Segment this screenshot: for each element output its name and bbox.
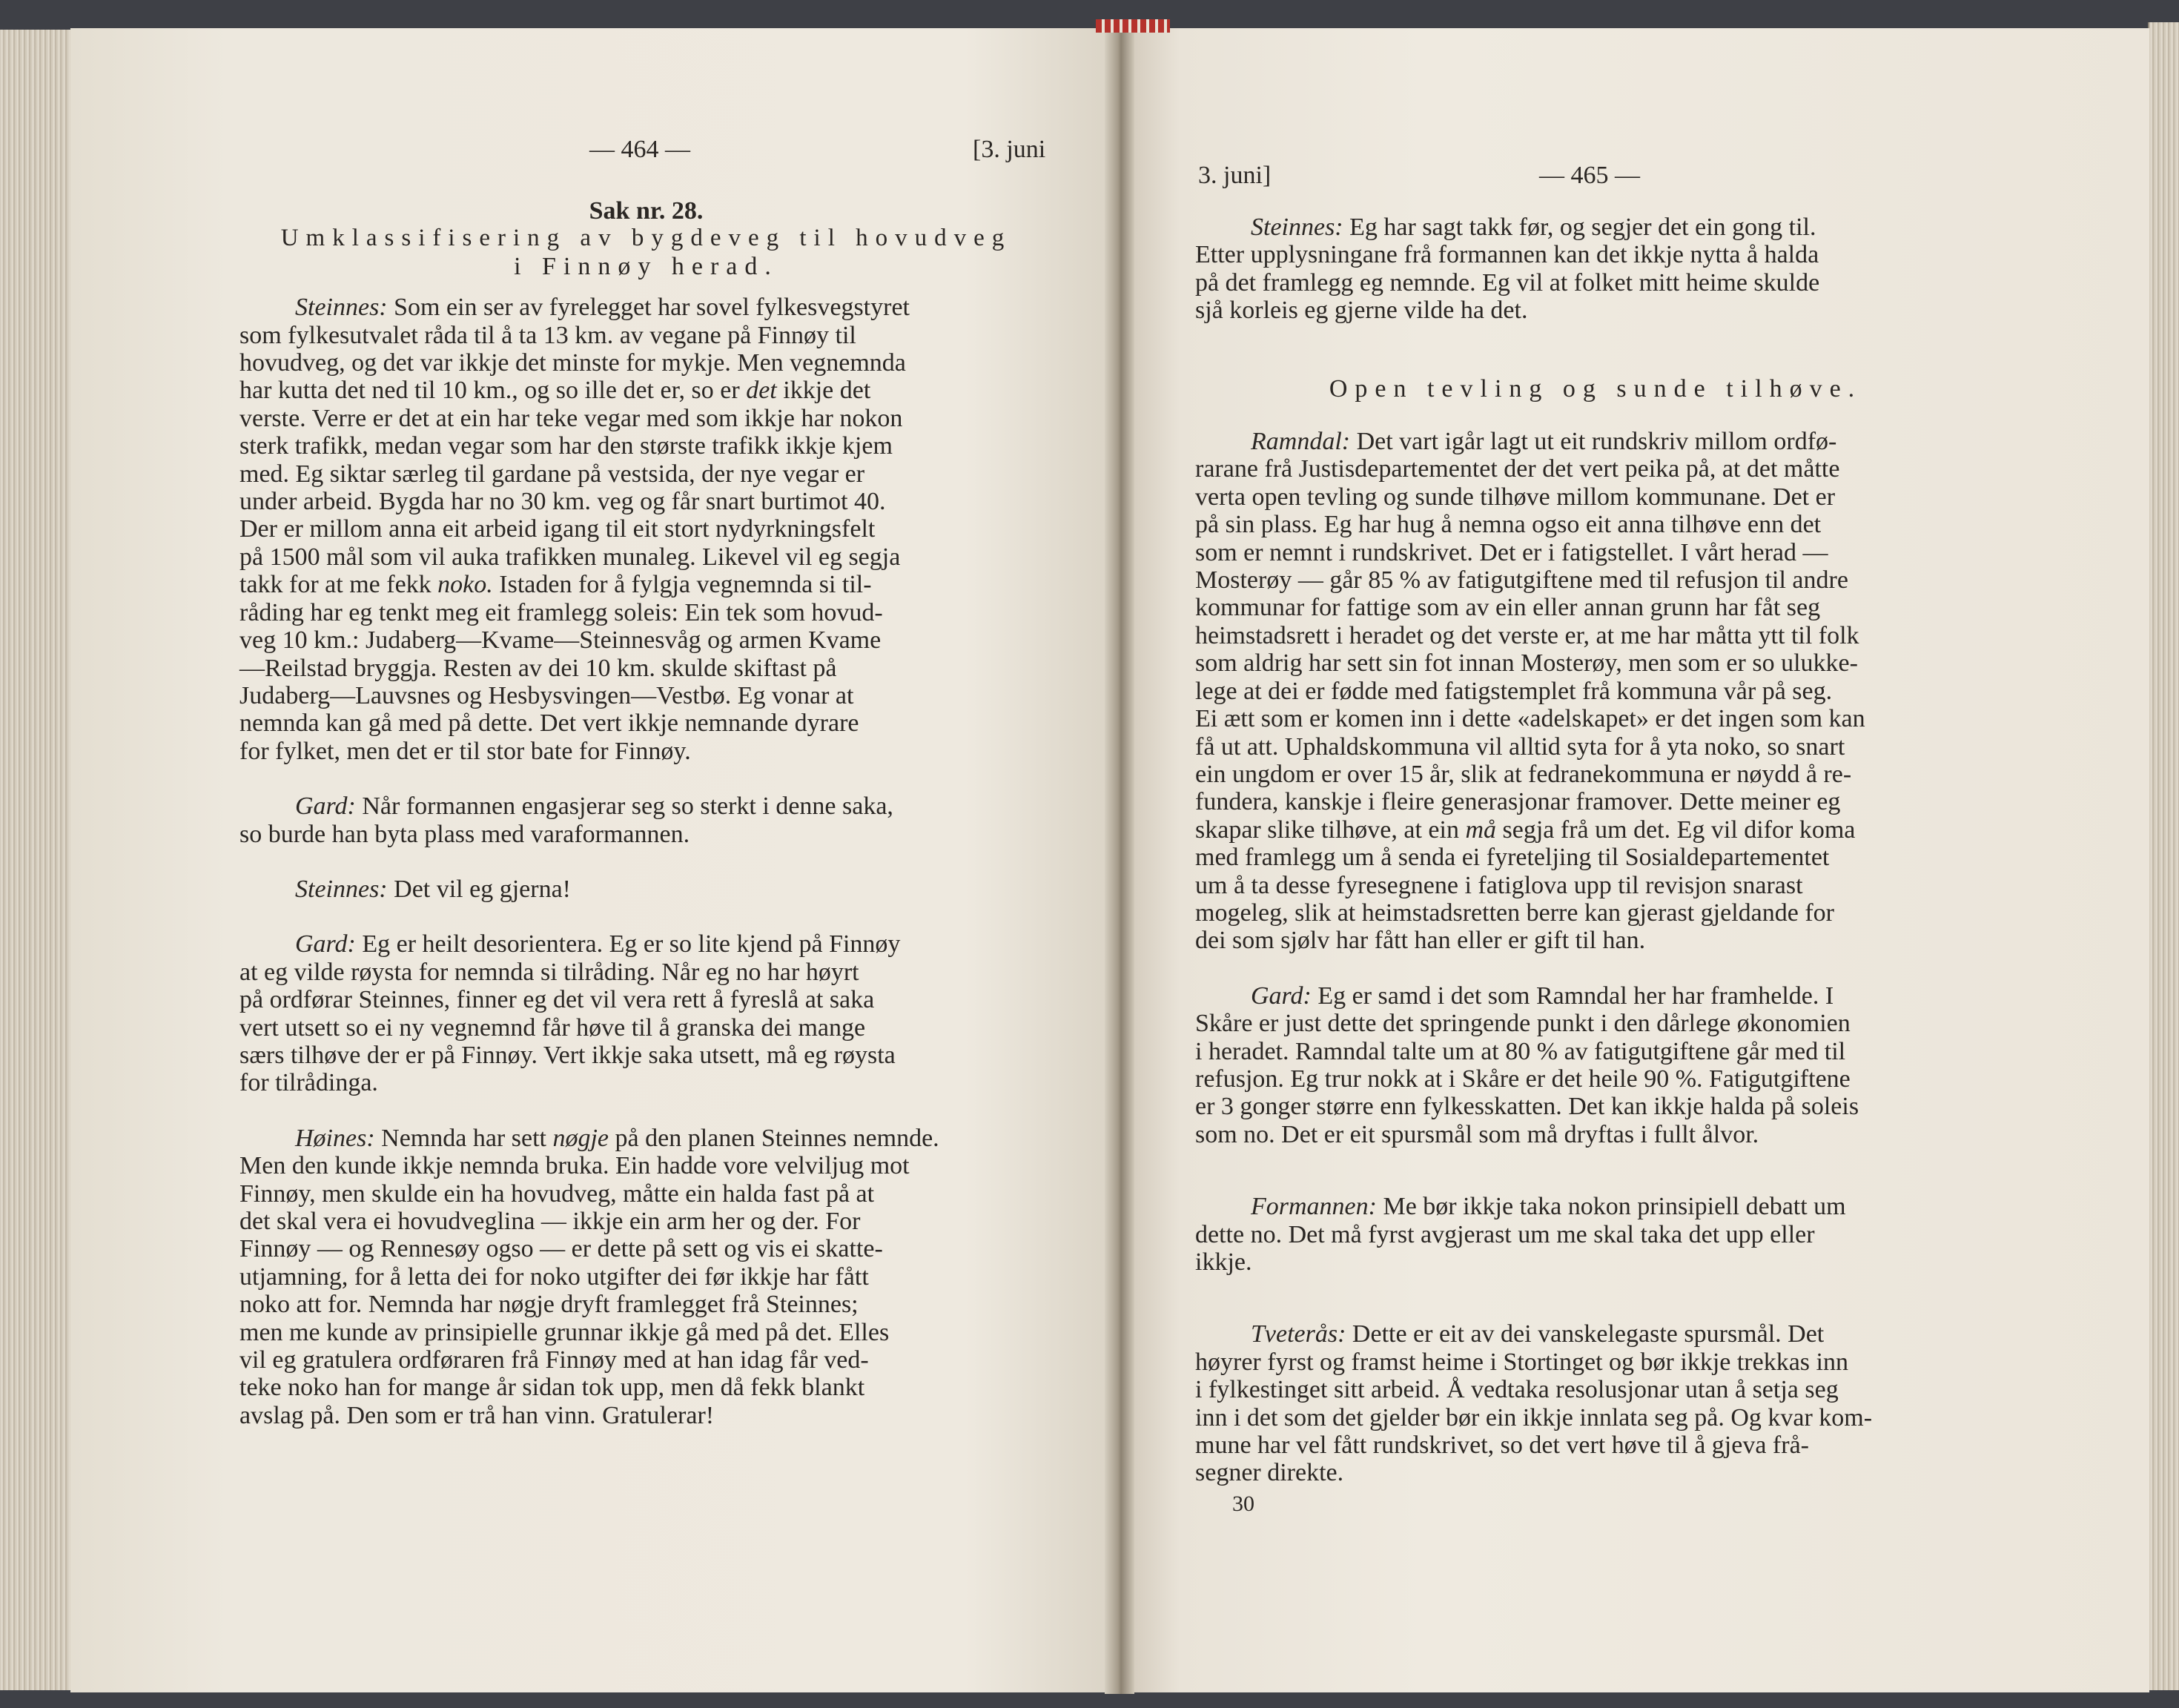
section-title: Sak nr. 28. [589,197,704,225]
text-line: vert utsett so ei ny vegnemnd får høve til å granska dei mange [239,1013,866,1042]
text-line: med. Eg siktar særleg til gardane på vestsida, der nye vegar er [239,460,865,488]
speaker: Ramndal: [1251,428,1351,456]
text-line: det skal vera ei hovudveglina — ikkje ein arm her og der. For [239,1208,861,1235]
text-line: Finnøy — og Rennesøy ogso — er dette på sett og vis ei skatte- [239,1235,883,1263]
text-line: i heradet. Ramndal talte um at 80 % av fatigutgiftene går med til [1195,1037,1846,1065]
text-line: som er nemnt i rundskrivet. Det er i fatigstellet. I vårt herad — [1195,538,1828,566]
text-line: utjamning, for å letta dei for noko utgifter dei før ikkje har fått [239,1262,869,1291]
speaker: Steinnes: [1251,214,1343,241]
text-line: for fylket, men det er til stor bate for Finnøy. [239,737,691,765]
text-span: på den planen Steinnes nemnde. [609,1124,939,1152]
text-line: høyrer fyrst og framst heime i Stortinget og bør ikkje trekkas inn [1195,1348,1848,1376]
right-page-edges [2148,22,2179,1690]
text-line: Mosterøy — går 85 % av fatigutgiftene med til refusjon til andre [1195,566,1848,595]
speaker: Formannen: [1251,1193,1377,1221]
right-page-body [1195,214,1996,1517]
text-line: sterk trafikk, medan vegar som har den største trafikk ikkje kjem [239,432,893,460]
text-line: mune har vel fått rundskrivet, so det vert høve til å gjeva frå- [1195,1431,1809,1460]
text-line: rarane frå Justisdepartementet der det vert peika på, at det måtte [1195,455,1840,483]
text-line: ein ungdom er over 15 år, slik at fedranekommuna er nøydd å re- [1195,760,1852,788]
text-line: som aldrig har sett sin fot innan Mosterøy, men som er so ulukke- [1195,649,1858,678]
emphasis: det [746,377,777,405]
speaker: Tveterås: [1251,1320,1346,1348]
text-line: få ut att. Uphaldskommuna vil alltid syta for å yta noko, so snart [1195,732,1845,761]
page-number-left: — 464 — [589,136,690,163]
paragraph [1195,1320,1996,1348]
left-page-body [239,197,1053,1429]
text-line: som fylkesutvalet råda til å ta 13 km. av vegane på Finnøy til [239,321,856,349]
text-span: Det vil eg gjerna! [387,875,571,903]
text-span: Dette er eit av dei vanskelegaste spursmål. Det [1346,1320,1825,1348]
text-line: vil eg gratulera ordføraren frå Finnøy med at han idag får ved- [239,1346,869,1374]
speaker: Høines: [295,1124,375,1152]
text-line [239,571,1053,598]
text-span: segja frå um det. Eg vil difor koma [1496,815,1856,844]
text-line: Men den kunde ikkje nemnda bruka. Ein hadde vore velviljug mot [239,1152,910,1180]
text-line: mogeleg, slik at heimstadsretten berre kan gjerast gjeldande for [1195,898,1834,927]
text-span: Nemnda har sett [374,1124,553,1152]
text-line: hovudveg, og det var ikkje det minste for mykje. Men vegnemnda [239,349,906,377]
text-line: Etter upplysningane frå formannen kan det ikkje nytta å halda [1195,241,1819,269]
text-line: lege at dei er fødde med fatigstemplet frå kommuna vår på seg. [1195,677,1833,705]
page-date-right: 3. juni] [1198,162,1272,189]
section-subtitle-1: Umklassifisering av bygdeveg til hovudveg [280,225,1012,252]
text-line [1195,816,1996,844]
paragraph [239,1125,1053,1152]
paragraph [1195,1193,1996,1220]
text-line: som no. Det er eit spursmål som må dryftas i fullt ålvor. [1195,1120,1759,1148]
speaker: Gard: [295,792,356,821]
text-line: Der er millom anna eit arbeid igang til eit stort nydyrkningsfelt [239,515,876,543]
text-line: fundera, kanskje i fleire generasjonar framover. Dette meiner eg [1195,788,1841,816]
speaker: Gard: [295,930,356,959]
emphasis: må [1465,815,1497,844]
text-line: Finnøy, men skulde ein ha hovudveg, måtte ein halda fast på at [239,1179,875,1208]
page-number-right: — 465 — [1539,162,1640,189]
text-span: har kutta det ned til 10 km., og so ille det er, so er [239,377,747,405]
text-line: inn i det som det gjelder bør ein ikkje innlata seg på. Og kvar kom- [1195,1403,1873,1431]
text-span: Det vart igår lagt ut eit rundskriv millom ordfø- [1350,428,1837,456]
paragraph [1195,214,1996,241]
text-line: Skåre er just dette det springende punkt i den dårlege økonomien [1195,1010,1851,1038]
text-line: dei som sjølv har fått han eller er gift til han. [1195,927,1646,955]
paragraph [1195,428,1996,455]
text-line: um å ta desse fyresegnene i fatiglova upp til revisjon snarast [1195,871,1803,899]
text-line: ikkje. [1195,1248,1252,1276]
text-line: noko att for. Nemnda har nøgje dryft framlegget frå Steinnes; [239,1291,859,1319]
text-line: sjå korleis eg gjerne vilde ha det. [1195,297,1528,325]
speaker: Steinnes: [295,294,388,322]
text-line: verta open tevling og sunde tilhøve millom kommunane. Det er [1195,483,1836,511]
text-line: avslag på. Den som er trå han vinn. Gratulerar! [239,1401,715,1429]
text-line: verste. Verre er det at ein har teke vegar med som ikkje har nokon [239,404,903,432]
text-span: Istaden for å fylgja vegnemnda si til- [499,571,872,599]
paragraph [239,930,1053,958]
text-line: på ordførar Steinnes, finner eg det vil vera rett å fyreslå at saka [239,986,875,1014]
text-line: Judaberg—Lauvsnes og Hesbysvingen—Vestbø. Eg vonar at [239,681,854,709]
text-line: på sin plass. Eg har hug å nemna ogso eit anna tilhøve enn det [1195,511,1822,539]
text-span: ikkje det [776,377,871,405]
paragraph [239,792,1053,820]
paragraph [1195,982,1996,1010]
section-title: Open tevling og sunde tilhøve. [1329,374,1862,403]
text-line: so burde han byta plass med varaformannen. [239,820,690,848]
text-line: i fylkestinget sitt arbeid. Å vedtaka resolusjonar utan å setja seg [1195,1376,1839,1404]
text-line: teke noko han for mange år sidan tok upp, men då fekk blankt [239,1374,865,1402]
text-span: Eg har sagt takk før, og segjer det ein gong til. [1343,214,1816,241]
speaker: Steinnes: [295,875,388,903]
emphasis: noko. [437,571,493,599]
text-line: refusjon. Eg trur nokk at i Skåre er det heile 90 %. Fatigutgiftene [1195,1065,1851,1093]
text-line: med framlegg um å senda ei fyretelјing til Sosialdepartementet [1195,844,1830,872]
text-line: råding har eg tenkt meg eit framlegg soleis: Ein tek som hovud- [239,598,883,626]
page-date-left: [3. juni [973,136,1046,163]
speaker: Gard: [1251,982,1312,1010]
text-line: for tilrådinga. [239,1069,378,1097]
text-line: —Reilstad bryggja. Resten av dei 10 km. skulde skiftast på [239,654,837,682]
text-line: på det framlegg eg nemnde. Eg vil at folket mitt heime skulde [1195,268,1820,297]
section-subtitle-2: i Finnøy herad. [514,252,778,280]
bookmark-ribbon [1096,19,1170,33]
paragraph [239,875,1053,903]
text-line: på 1500 mål som vil auka trafikken munaleg. Likevel vil eg segja [239,543,901,571]
text-span: Eg er samd i det som Ramndal her har framhelde. I [1311,982,1834,1010]
text-span: Når formannen engasjerar seg so sterkt i denne saka, [355,792,893,821]
text-line: nemnda kan gå med på dette. Det vert ikkje nemnande dyrare [239,709,859,738]
text-span: takk for at me fekk [239,571,438,599]
text-span: skapar slike tilhøve, at ein [1195,815,1466,844]
text-line: under arbeid. Bygda har no 30 km. veg og får snart burtimot 40. [239,488,886,516]
text-line: at eg vilde røysta for nemnda si tilråding. Når eg no har høyrt [239,958,859,986]
text-span: Eg er heilt desorientera. Eg er so lite kjend på Finnøy [355,930,901,959]
signature-mark: 30 [1232,1491,1254,1516]
paragraph [239,294,1053,321]
text-line: men me kunde av prinsipielle grunnar ikkje gå med på det. Elles [239,1318,890,1346]
emphasis: nøgje [552,1124,609,1152]
text-line: segner direkte. [1195,1459,1344,1487]
text-line: heimstadsrett i heradet og det verste er, at me har måtta ytt til folk [1195,621,1859,649]
text-line: er 3 gonger større enn fylkesskatten. Det kan ikkje halda på soleis [1195,1093,1859,1121]
text-line: kommunar for fattige som av ein eller annan grunn har fåt seg [1195,594,1821,622]
text-line [239,377,1053,404]
text-span: Me bør ikkje taka nokon prinsipiell debatt um [1376,1193,1846,1221]
book-gutter [1105,22,1134,1694]
text-line: Ei ætt som er komen inn i dette «adelskapet» er det ingen som kan [1195,705,1865,733]
text-line: Som ein ser av fyrelegget har sovel fylkesvegstyret [387,294,910,322]
left-page-edges [0,30,72,1690]
text-line: dette no. Det må fyrst avgjerast um me skal taka det upp eller [1195,1220,1815,1248]
text-line: særs tilhøve der er på Finnøy. Vert ikkje saka utsett, må eg røysta [239,1041,896,1069]
text-line: veg 10 km.: Judaberg—Kvame—Steinnesvåg og armen Kvame [239,626,882,655]
